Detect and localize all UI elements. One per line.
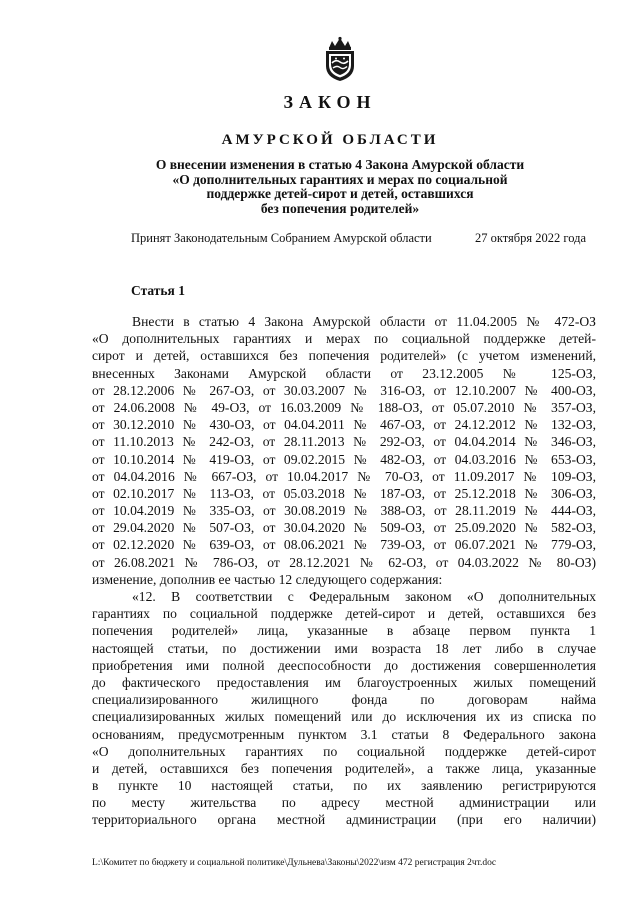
body-line: попечения родителей» лица, указанные в абзаце первом пункта 1 — [92, 623, 596, 639]
body-line: от 26.08.2021 № 786-ОЗ, от 28.12.2021 № 62-ОЗ, от 04.03.2022 № 80-ОЗ) — [92, 554, 596, 570]
body-line: и детей, оставшихся без попечения родителей», а также лица, указанные — [92, 760, 596, 776]
body-line: настоящей статьи, по достижении ими возраста 18 лет либо в случае — [92, 640, 596, 656]
body-line: «О дополнительных гарантиях и мерах по социальной поддержке детей- — [92, 331, 596, 347]
adopted-date: 27 октября 2022 года — [474, 231, 586, 245]
body-line: Внести в статью 4 Закона Амурской области от 11.04.2005 № 472-ОЗ — [132, 314, 596, 329]
body-line: «О дополнительных гарантиях по социальной поддержке детей-сирот — [92, 743, 596, 759]
file-path-footer: L:\Комитет по бюджету и социальной политике\Дульнева\Законы\2022\изм 472 регистрация 2чт.doc — [92, 858, 497, 868]
region-title: АМУРСКОЙ ОБЛАСТИ — [221, 132, 439, 148]
adopted-by: Принят Законодательным Собранием Амурской области — [131, 231, 432, 245]
article-heading: Статья 1 — [131, 283, 185, 298]
coat-of-arms-icon — [321, 36, 359, 82]
body-line: от 29.04.2020 № 507-ОЗ, от 30.04.2020 № 509-ОЗ, от 25.09.2020 № 582-ОЗ, — [92, 520, 596, 536]
adoption-line — [131, 231, 586, 245]
body-line: основаниям, предусмотренным пунктом 3.1 статьи 8 Федерального закона — [92, 726, 596, 742]
body-line: гарантиях по социальной поддержке детей-сирот и детей, оставшихся без — [92, 606, 596, 622]
body-line: от 02.12.2020 № 639-ОЗ, от 08.06.2021 № 739-ОЗ, от 06.07.2021 № 779-ОЗ, — [92, 537, 596, 553]
body-line: «12. В соответствии с Федеральным законом «О дополнительных — [132, 589, 596, 604]
law-subject — [140, 158, 540, 216]
body-line: приобретения ими полной дееспособности до достижения совершеннолетия — [92, 657, 596, 673]
body-line: от 11.10.2013 № 242-ОЗ, от 28.11.2013 № 292-ОЗ, от 04.04.2014 № 346-ОЗ, — [92, 434, 596, 450]
body-line: от 28.12.2006 № 267-ОЗ, от 30.03.2007 № 316-ОЗ, от 12.10.2007 № 400-ОЗ, — [92, 382, 596, 398]
subject-line: поддержке детей-сирот и детей, оставшихся — [206, 186, 474, 201]
body-line: территориального органа местной администрации (при его наличии) — [92, 812, 596, 828]
body-line: по месту жительства по адресу местной администрации или — [92, 795, 596, 811]
body-line: от 04.04.2016 № 667-ОЗ, от 10.04.2017 № 70-ОЗ, от 11.09.2017 № 109-ОЗ, — [92, 468, 596, 484]
body-line: внесенных Законами Амурской области от 23.12.2005 № 125-ОЗ, — [92, 365, 596, 381]
subject-line: «О дополнительных гарантиях и мерах по социальной — [172, 171, 508, 187]
body-line: до фактического предоставления им благоустроенных жилых помещений — [92, 674, 596, 690]
body-line: от 10.10.2014 № 419-ОЗ, от 09.02.2015 № 482-ОЗ, от 04.03.2016 № 653-ОЗ, — [92, 451, 596, 467]
body-line: сирот и детей, оставшихся без попечения родителей» (с учетом изменений, — [92, 348, 596, 364]
subject-line: О внесении изменения в статью 4 Закона Амурской области — [155, 157, 525, 172]
article-body — [92, 313, 596, 829]
law-title: ЗАКОН — [283, 92, 377, 112]
body-line: в пункте 10 настоящей статьи, по их заявлению регистрируются — [92, 778, 596, 794]
body-line: от 02.10.2017 № 113-ОЗ, от 05.03.2018 № 187-ОЗ, от 25.12.2018 № 306-ОЗ, — [92, 485, 596, 501]
body-line: изменение, дополнив ее частью 12 следующего содержания: — [92, 571, 443, 587]
body-line: специализированных жилых помещений или до исключения их из списка по — [92, 709, 596, 725]
body-line: от 30.12.2010 № 430-ОЗ, от 04.04.2011 № 467-ОЗ, от 24.12.2012 № 132-ОЗ, — [92, 417, 596, 433]
body-line: от 10.04.2019 № 335-ОЗ, от 30.08.2019 № 388-ОЗ, от 28.11.2019 № 444-ОЗ, — [92, 503, 596, 519]
body-line: специализированного жилищного фонда по договорам найма — [92, 692, 596, 708]
body-line: от 24.06.2008 № 49-ОЗ, от 16.03.2009 № 188-ОЗ, от 05.07.2010 № 357-ОЗ, — [92, 399, 596, 415]
subject-line: без попечения родителей» — [260, 200, 420, 216]
